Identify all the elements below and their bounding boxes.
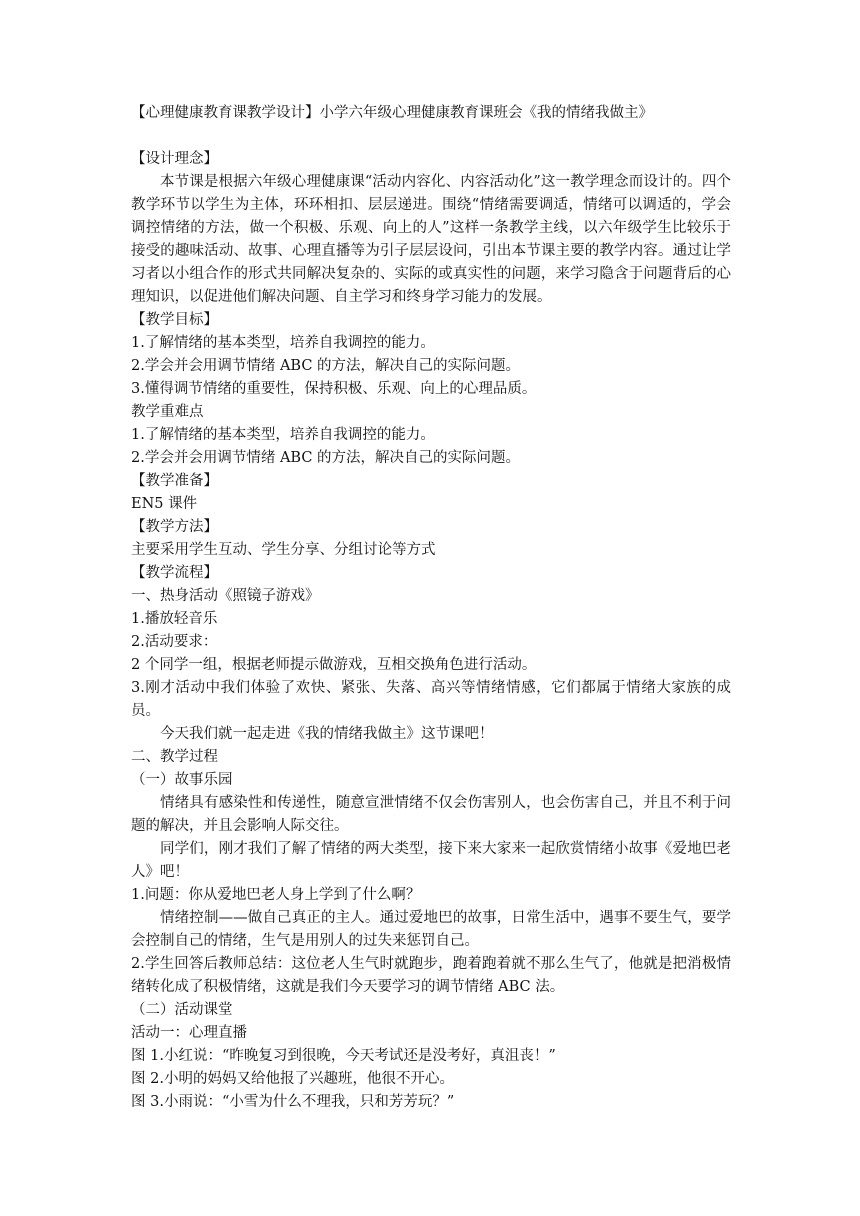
- activity-one-title: 活动一：心理直播: [131, 1025, 247, 1041]
- key-points-heading: 教学重难点: [131, 404, 204, 420]
- process-heading: 【教学流程】: [131, 565, 218, 581]
- spacer: [131, 125, 731, 148]
- story-paragraph-2: 同学们，刚才我们了解了情绪的两大类型，接下来大家来一起欣赏情绪小故事《爱地巴老人》吧！: [131, 841, 731, 880]
- document-title: 【心理健康教育课教学设计】小学六年级心理健康教育课班会《我的情绪我做主》: [131, 105, 653, 121]
- design-concept-heading: 【设计理念】: [131, 151, 218, 167]
- part1-intro: 今天我们就一起走进《我的情绪我做主》这节课吧！: [160, 726, 494, 742]
- activity-section-title: （二）活动课堂: [131, 1002, 233, 1018]
- part1-item-3: 3.刚才活动中我们体验了欢快、紧张、失落、高兴等情绪情感，它们都属于情绪大家族的成员。: [131, 680, 731, 719]
- preparation-heading: 【教学准备】: [131, 473, 218, 489]
- figure-caption: 图 1.小红说：“昨晚复习到很晚，今天考试还是没考好，真沮丧！”: [131, 1048, 556, 1064]
- part1-item: 1.播放轻音乐: [131, 611, 218, 627]
- part1-title: 一、热身活动《照镜子游戏》: [131, 588, 320, 604]
- story-question: 1.问题：你从爱地巴老人身上学到了什么啊？: [131, 887, 421, 903]
- story-answer: 情绪控制——做自己真正的主人。通过爱地巴的故事，日常生活中，遇事不要生气，要学会控制自己的情绪，生气是用别人的过失来惩罚自己。: [131, 910, 731, 949]
- objective-item: 3.懂得调节情绪的重要性，保持积极、乐观、向上的心理品质。: [131, 381, 537, 397]
- key-point-item: 1.了解情绪的基本类型，培养自我调控的能力。: [131, 427, 435, 443]
- design-concept-paragraph: 本节课是根据六年级心理健康课“活动内容化、内容活动化”这一教学理念而设计的。四个教学环节以学生为主体，环环相扣、层层递进。围绕“情绪需要调适，情绪可以调适的，学会调控情绪的方法，做一个积极、乐观、向上的人”这样一条教学主线，以六年级学生比较乐于接受的趣味活动、故事、心理直播等为引子层层设问，引出本节课主要的教学内容。通过让学习者以小组合作的形式共同解决复杂的、实际的或真实性的问题，来学习隐含于问题背后的心理知识，以促进他们解决问题、自主学习和终身学习能力的发展。: [131, 174, 731, 305]
- document-page: [131, 102, 731, 1114]
- objectives-heading: 【教学目标】: [131, 312, 218, 328]
- objective-item: 2.学会并会用调节情绪 ABC 的方法，解决自己的实际问题。: [131, 358, 521, 374]
- story-section-title: （一）故事乐园: [131, 772, 233, 788]
- part1-item: 2.活动要求：: [131, 634, 218, 650]
- story-paragraph-1: 情绪具有感染性和传递性，随意宣泄情绪不仅会伤害别人，也会伤害自己，并且不利于问题的解决，并且会影响人际交往。: [131, 795, 731, 834]
- objective-item: 1.了解情绪的基本类型，培养自我调控的能力。: [131, 335, 435, 351]
- part1-item: 2 个同学一组，根据老师提示做游戏，互相交换角色进行活动。: [131, 657, 537, 673]
- figure-caption: 图 2.小明的妈妈又给他报了兴趣班，他很不开心。: [131, 1071, 454, 1087]
- methods-text: 主要采用学生互动、学生分享、分组讨论等方式: [131, 542, 436, 558]
- teacher-summary: 2.学生回答后教师总结：这位老人生气时就跑步，跑着跑着就不那么生气了，他就是把消极情绪转化成了积极情绪，这就是我们今天要学习的调节情绪 ABC 法。: [131, 956, 731, 995]
- figure-caption: 图 3.小雨说：“小雪为什么不理我，只和芳芳玩？”: [131, 1094, 455, 1110]
- key-point-item: 2.学会并会用调节情绪 ABC 的方法，解决自己的实际问题。: [131, 450, 521, 466]
- methods-heading: 【教学方法】: [131, 519, 218, 535]
- part2-title: 二、教学过程: [131, 749, 218, 765]
- preparation-text: EN5 课件: [131, 496, 198, 512]
